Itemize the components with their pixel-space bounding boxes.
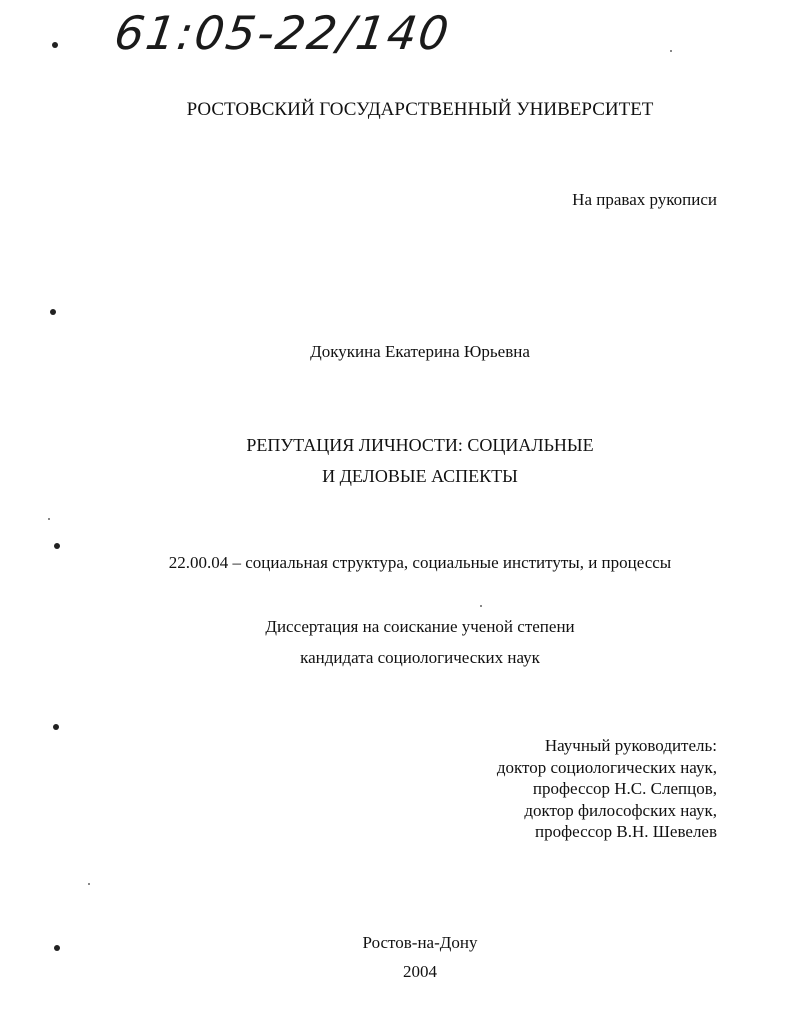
scan-speck [48,518,50,520]
binder-hole-mark [53,724,59,730]
degree-statement [0,611,799,673]
place-and-year [0,928,799,986]
dissertation-title [0,430,799,492]
degree-line-1: Диссертация на соискание ученой степени [265,617,575,636]
advisor-2-degree: доктор философских наук, [524,800,717,820]
specialty-code: 22.00.04 – социальная структура, социальные институты, и процессы [168,553,672,572]
manuscript-rights-note: На правах рукописи [572,190,717,209]
binder-hole-mark [52,42,58,48]
advisor-1-degree: доктор социологических наук, [496,757,717,777]
title-line-1: РЕПУТАЦИЯ ЛИЧНОСТИ: СОЦИАЛЬНЫЕ [246,435,594,455]
scan-speck [88,883,90,885]
advisor-1-name: профессор Н.С. Слепцов, [532,779,717,798]
advisor-2-name: профессор В.Н. Шевелев [534,822,717,841]
degree-line-2: кандидата социологических наук [300,648,540,667]
binder-hole-mark [54,543,60,549]
city-name: Ростов-на-Дону [362,933,478,952]
year: 2004 [403,962,437,981]
scientific-advisors [497,735,717,843]
handwritten-archive-code: 61:05-22/140 [111,6,454,60]
scan-speck [670,50,672,52]
scan-speck [480,605,482,607]
binder-hole-mark [50,309,56,315]
author-name: Докукина Екатерина Юрьевна [310,342,530,361]
university-name: РОСТОВСКИЙ ГОСУДАРСТВЕННЫЙ УНИВЕРСИТЕТ [186,99,654,120]
title-line-2: И ДЕЛОВЫЕ АСПЕКТЫ [322,466,518,486]
advisor-label: Научный руководитель: [544,736,717,755]
